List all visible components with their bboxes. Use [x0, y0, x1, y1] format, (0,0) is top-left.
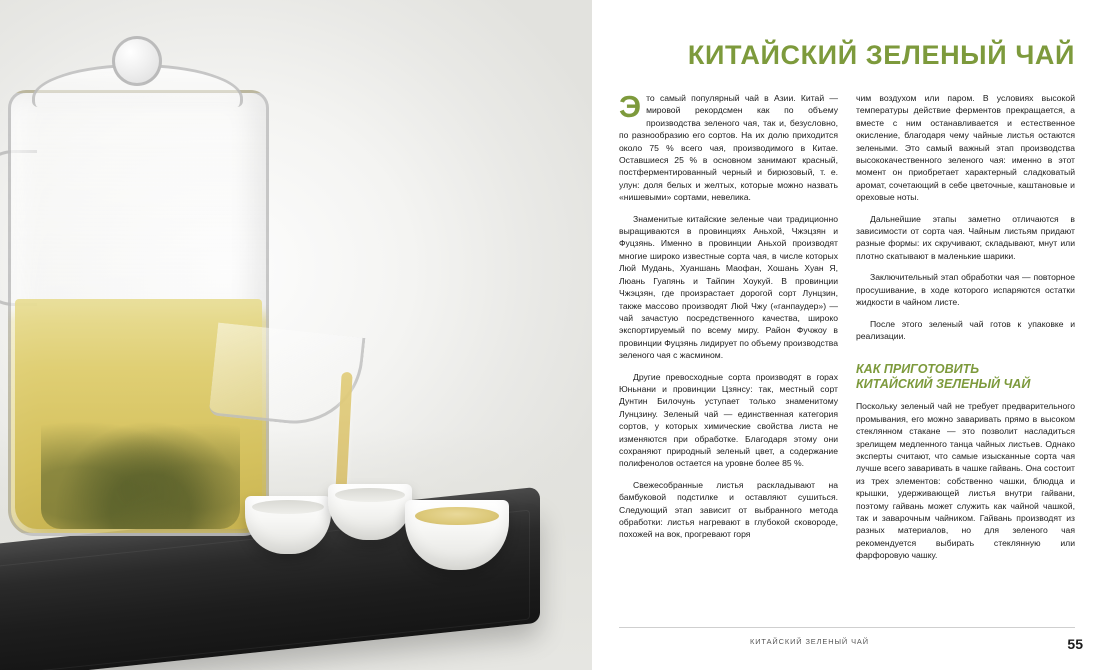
page-title: КИТАЙСКИЙ ЗЕЛЕНЫЙ ЧАЙ: [687, 40, 1075, 70]
paragraph: Поскольку зеленый чай не требует предварительного промывания, его можно заваривать прямо в высоком стеклянном стакане — это позволит насладиться зрелищем медленного танца чайных листьев. Однако эксперты считают, что самые изысканные сорта чая лучше всего заваривать в чашке гайвань. Она состоит из трех элементов: собственно чашки, блюдца и крышки, удерживающей листья внутри гайвани, поэтому гайвань может служить как чайной чашкой, так и заварочным чайником. Гайвань производят из разных материалов, но для зеленого чая рекомендуется выбирать стеклянную или фарфоровую чашку.: [856, 401, 1075, 561]
running-title: КИТАЙСКИЙ ЗЕЛЕНЫЙ ЧАЙ: [750, 637, 869, 646]
article-page: [592, 0, 1100, 670]
column-left: [619, 89, 839, 617]
paragraph: Заключительный этап обработки чая — повторное просушивание, в ходе которого испаряются остатки жидкости в чайном листе.: [856, 272, 1075, 308]
paragraph: Знаменитые китайские зеленые чаи традиционно выращиваются в провинциях Аньхой, Чжэцзян и Фуцзянь. Именно в провинции Аньхой производят многие широко известные сорта чая, в числе которых Люй Мудань, Хуаншань Маофан, Хошань Хуан Я, Люань Гуапянь и Тайпин Хоукуй. В провинции Чжэцзян, где произрастает дорогой сорт Лунцзин, также массово производят Люй Чжу («ганпаудер») — чай зачастую посредственного качества, широко экспортируемый по всему миру. Район Фучжоу в провинции Фуцзянь лидирует по объему производства зеленого чая с жасмином.: [619, 213, 839, 361]
drop-cap: Э: [619, 89, 642, 124]
teapot-body: [8, 90, 269, 536]
paragraph: Другие превосходные сорта производят в горах Юньнани и провинции Цзянсу: так, местный сорт Дунтин Билочунь уступает только знаменитому Лунцзину. Зеленый чай — единственная категория сортов, у которых химические свойства листа не изменяются при обработке. Благодаря этому они сохраняют природный зеленый цвет, а содержание полифенолов остается на уровне более 85 %.: [619, 371, 838, 469]
page-number: 55: [1067, 636, 1083, 652]
tea-cup-right-liquid: [415, 507, 498, 525]
paragraph: Свежесобранные листья раскладывают на бамбуковой подстилке и оставляют сушиться. Следующий этап зависит от выбранного метода обработки: листья нагревают в глубокой сковороде, похожей на вок, прогревают горя: [619, 479, 838, 540]
article-columns: [619, 89, 1075, 617]
tea-leaves: [41, 409, 240, 529]
paragraph: [619, 89, 838, 204]
paragraph-text: то самый популярный чай в Азии. Китай — мировой рекордсмен как по объему производства зеленого чая, так и, безусловно, по разнообразию его сортов. На их долю приходится около 75 % всего чая, производимого в Китае. Оставшиеся 25 % в основном занимают красный, постферментированный черный и бирюзовый, т. е. улун: доля белых и желтых, которые можно назвать «нишевыми» сортами, невелика.: [619, 93, 838, 203]
tea-cup-left-rim: [252, 500, 324, 514]
section-subheading-line2: КИТАЙСКИЙ ЗЕЛЕНЫЙ ЧАЙ: [856, 376, 1031, 391]
tea-cup-middle-rim: [335, 488, 406, 502]
column-right: [856, 92, 1075, 617]
paragraph: Дальнейшие этапы заметно отличаются в зависимости от сорта чая. Чайным листьям придают разные формы: их скручивают, складывают, мнут или плотно скатывают в маленькие шарики.: [856, 213, 1075, 261]
footer-divider: [619, 627, 1075, 628]
section-subheading: [856, 362, 1075, 391]
paragraph: После этого зеленый чай готов к упаковке и реализации.: [856, 318, 1075, 341]
paragraph: чим воздухом или паром. В условиях высокой температуры действие ферментов прекращается, а вместе с ним останавливается и естественное окисление, благодаря чему чайные листья остаются зелеными. Это самый важный этап производства высококачественного зеленого чая: именно в этот момент он приобретает характерный сладковатый аромат, сочетающий в себе цветочные, каштановые и ореховые ноты.: [856, 93, 1075, 203]
section-subheading-line1: КАК ПРИГОТОВИТЬ: [856, 362, 980, 377]
glass-teapot: [8, 30, 338, 550]
teapot-lid-knob: [112, 36, 162, 86]
